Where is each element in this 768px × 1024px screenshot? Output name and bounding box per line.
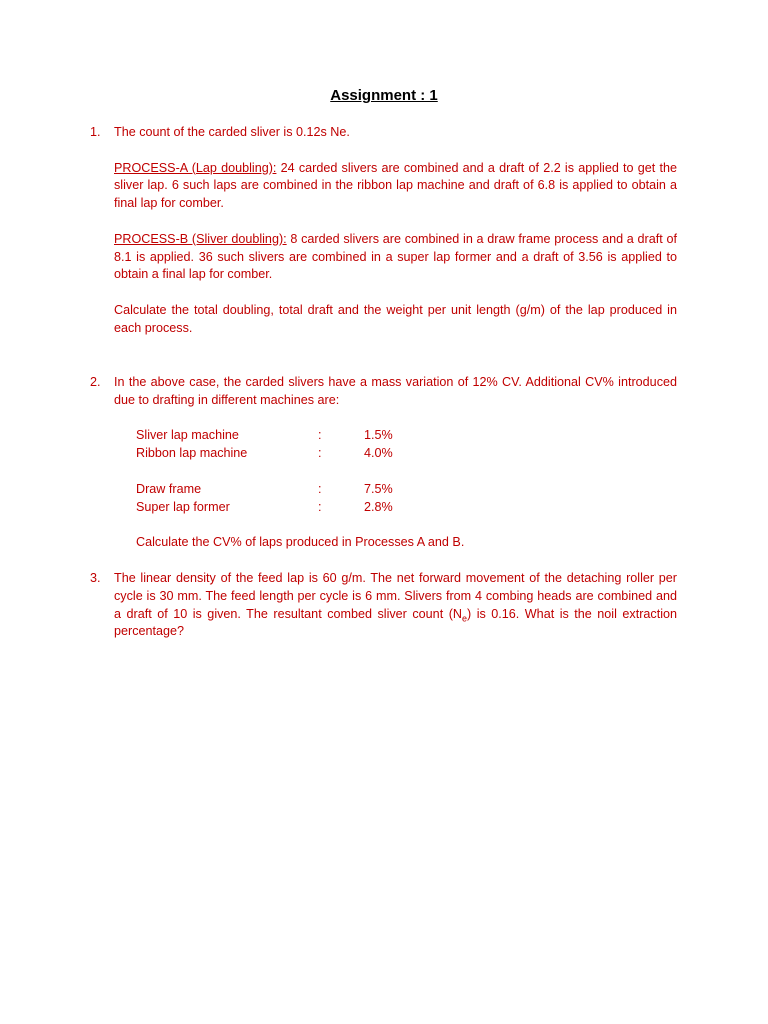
- machine-name: Draw frame: [136, 481, 202, 496]
- cv-value: 1.5%: [364, 428, 393, 443]
- cv-row: [136, 499, 677, 517]
- cv-value: 2.8%: [364, 499, 393, 514]
- process-b-text: 8 carded slivers are combined in a draw frame process and a draft of 8.1 is applied. 36 such slivers are combined in a super lap former and a draft of 3.56 is applied to obtain a final lap for comber.: [114, 231, 677, 282]
- question-number: 2.: [90, 375, 101, 389]
- machine-name: Ribbon lap machine: [136, 446, 248, 461]
- question-1: [90, 124, 677, 338]
- question-3-text: [114, 570, 677, 641]
- machine-name: Sliver lap machine: [136, 428, 239, 443]
- question-2: [90, 374, 677, 552]
- process-b-paragraph: [114, 231, 677, 284]
- process-a-label: PROCESS-A (Lap doubling):: [114, 160, 277, 175]
- cv-value: 7.5%: [364, 481, 393, 496]
- question-3: [90, 570, 677, 641]
- question-1-task: Calculate the total doubling, total draft and the weight per unit length (g/m) of the lap produced in each process.: [114, 302, 677, 335]
- separator: :: [318, 428, 322, 443]
- question-number: 3.: [90, 571, 101, 585]
- machine-name: Super lap former: [136, 499, 230, 514]
- cv-value: 4.0%: [364, 446, 393, 461]
- separator: :: [318, 499, 322, 514]
- question-1-intro: The count of the carded sliver is 0.12s Ne.: [114, 125, 350, 139]
- question-2-intro: In the above case, the carded slivers have a mass variation of 12% CV. Additional CV% introduced due to drafting in different machines are:: [114, 375, 677, 407]
- separator: :: [318, 446, 322, 461]
- process-a-paragraph: [114, 160, 677, 213]
- count-subscript: e: [461, 613, 467, 624]
- question-3-text-part-2: ) is 0.16. What is the noil extraction percentage?: [114, 606, 677, 639]
- question-number: 1.: [90, 125, 101, 139]
- process-b-label: PROCESS-B (Sliver doubling):: [114, 231, 287, 246]
- cv-row: [136, 481, 677, 499]
- process-a-text: 24 carded slivers are combined and a draft of 2.2 is applied to get the sliver lap. 6 such laps are combined in the ribbon lap machine and draft of 6.8 is applied to obtain a final lap for comber.: [114, 160, 677, 211]
- question-2-task: Calculate the CV% of laps produced in Processes A and B.: [136, 535, 465, 550]
- separator: :: [318, 481, 322, 496]
- page-title: Assignment : 1: [330, 87, 438, 104]
- cv-table-group-b: [136, 481, 677, 517]
- cv-row: [136, 427, 677, 445]
- cv-row: [136, 445, 677, 463]
- cv-table-group-a: [136, 427, 677, 463]
- question-3-text-part-1: The linear density of the feed lap is 60 g/m. The net forward movement of the detaching roller per cycle is 30 mm. The feed length per cycle is 6 mm. Slivers from 4 combing heads are combined and a draft of 10 is given. The resultant combed sliver count (N: [114, 571, 677, 621]
